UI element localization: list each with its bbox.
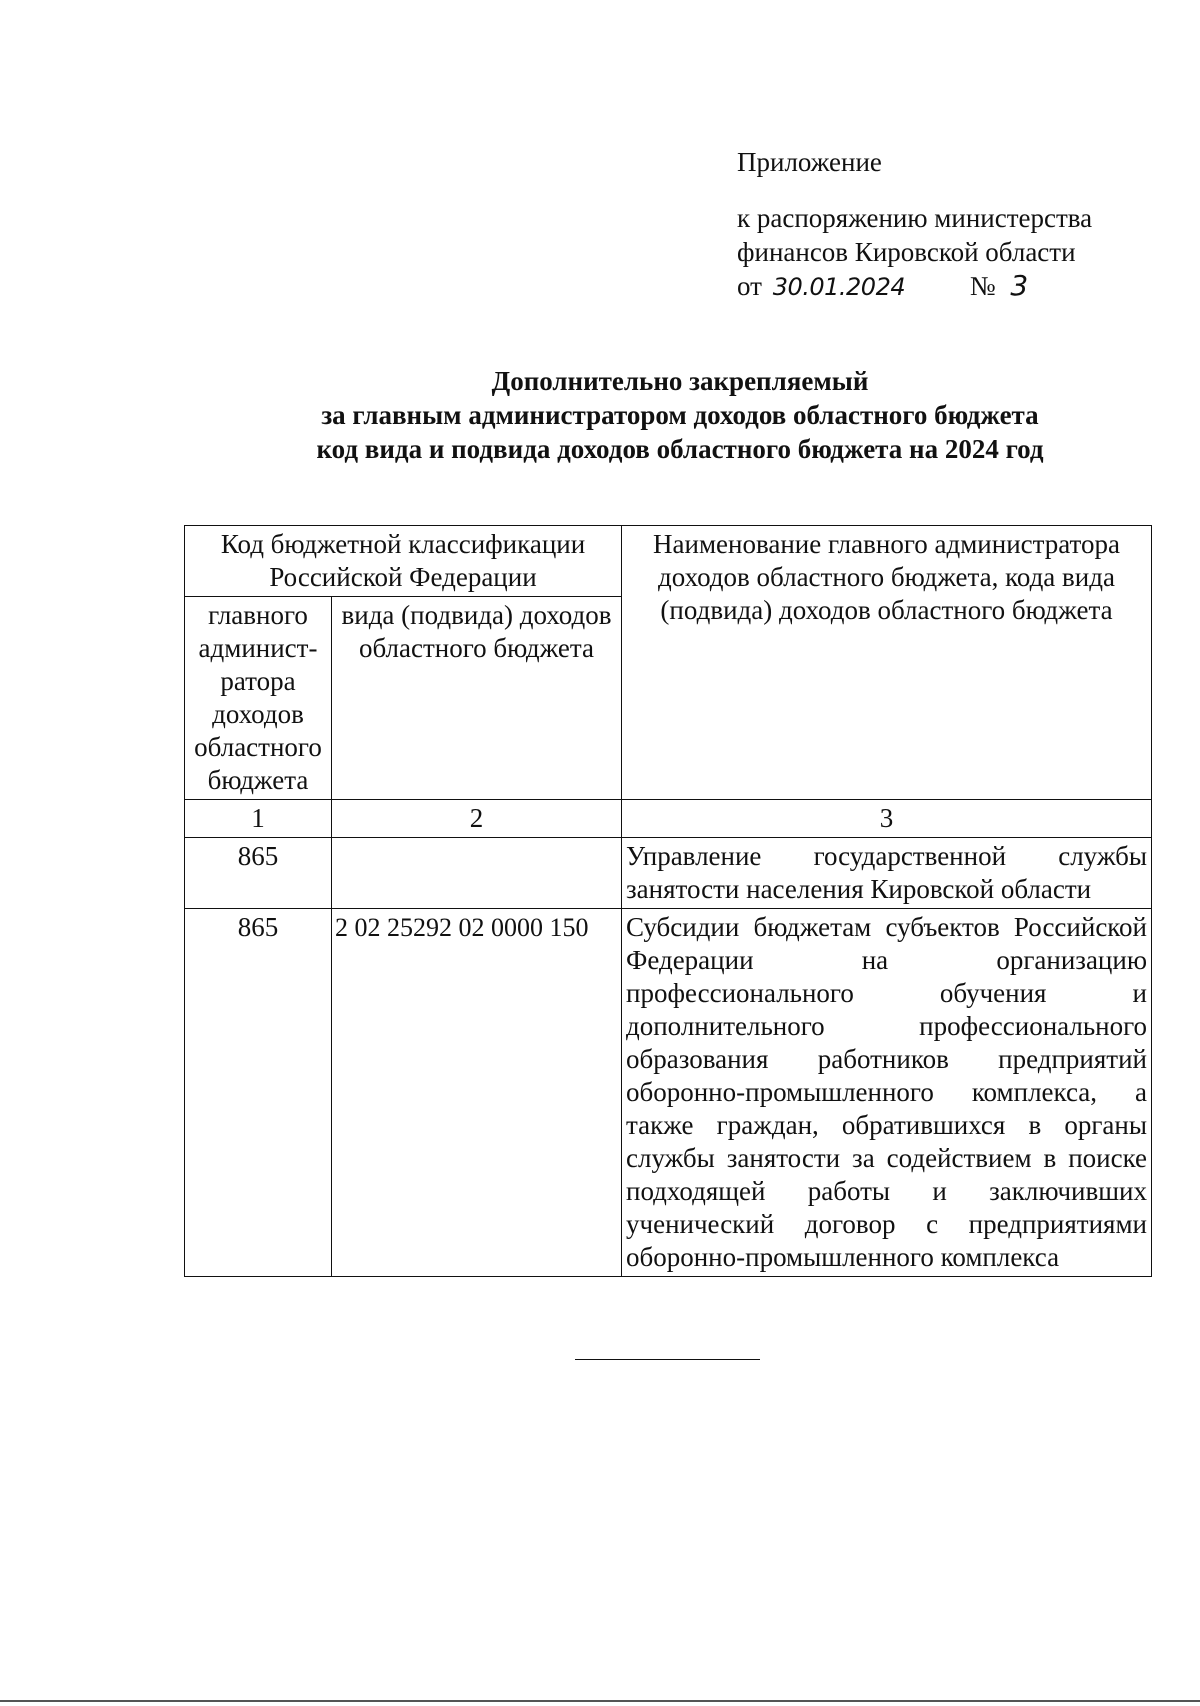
document-title [180,364,1180,466]
header-admin-cell: главного админист-ратора доходов областного бюджета [185,597,332,800]
appendix-line-2: финансов Кировской области [737,237,1076,267]
appendix-date-line [737,269,1177,304]
admin-code-cell: 865 [185,838,332,909]
name-cell: Управление государственной службы занятости населения Кировской области [622,838,1152,909]
title-line-2: за главным администратором доходов областного бюджета [321,400,1039,430]
appendix-title: Приложение [737,147,882,177]
number-label: № [969,271,996,301]
header-group-cell: Код бюджетной классификации Российской Федерации [185,526,622,597]
income-code-cell: 2 02 25292 02 0000 150 [332,909,622,1277]
income-code-cell [332,838,622,909]
column-number: 1 [185,800,332,838]
column-number-row [185,800,1152,838]
column-number: 2 [332,800,622,838]
admin-code-cell: 865 [185,909,332,1277]
title-line-3: код вида и подвида доходов областного бюджета на 2024 год [316,434,1044,464]
appendix-line-1: к распоряжению министерства [737,203,1093,233]
title-line-1: Дополнительно закрепляемый [491,366,869,396]
budget-classification-table [184,525,1152,1277]
page-bottom-edge [0,1700,1200,1702]
column-number: 3 [622,800,1152,838]
document-number: 3 [1010,269,1028,302]
table-row [185,838,1152,909]
end-divider [575,1359,760,1360]
table-row [185,909,1152,1277]
appendix-block [737,145,1177,304]
header-name-cell: Наименование главного администратора доходов областного бюджета, кода вида (подвида) доходов областного бюджета [622,526,1152,800]
name-cell: Субсидии бюджетам субъектов Российской Федерации на организацию профессионального обучения и дополнительного профессионального образования работников предприятий оборонно-промышленного комплекса, а также граждан, обратившихся в органы службы занятости за содействием в поиске подходящей работы и заключивших ученический договор с предприятиями оборонно-промышленного комплекса [622,909,1152,1277]
header-row-1 [185,526,1152,597]
document-date: 30.01.2024 [772,273,906,301]
header-code-cell: вида (подвида) доходов областного бюджета [332,597,622,800]
date-prefix: от [737,271,762,301]
